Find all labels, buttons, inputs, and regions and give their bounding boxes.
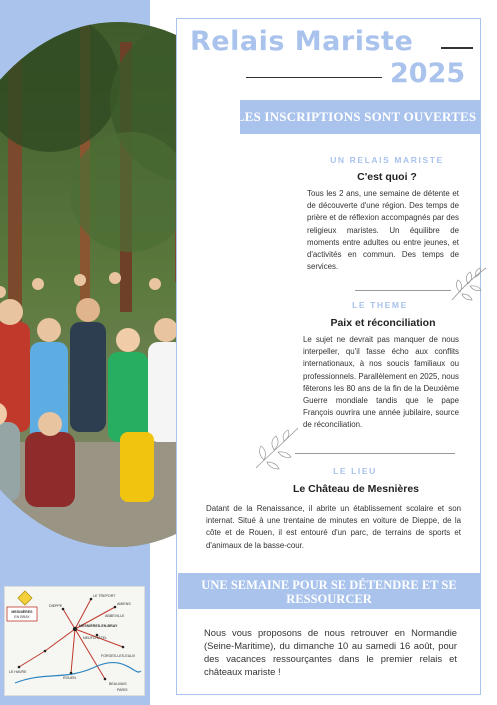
section-heading: Le Château de Mesnières — [292, 483, 420, 495]
map-place: FORGES-LES-EAUX — [101, 654, 136, 658]
section-body: Datant de la Renaissance, il abrite un établissement scolaire et son internat. Situé à une trentaine de minutes en voiture de Dieppe, de la côte et de Rouen, il est entouré d'un parc, de terrains de sports et d'animaux de la basse-cour. — [206, 504, 461, 550]
map-place: AMIENS — [117, 602, 131, 606]
map-place: BEAUVAIS — [109, 682, 127, 686]
section-divider — [295, 453, 455, 454]
map-sign-line1: MESNIÈRES — [11, 610, 33, 614]
map-place: DIEPPE — [49, 604, 63, 608]
section-body: Tous les 2 ans, une semaine de détente et de découverte d'une région. Des temps de prière et de réflexion accompagnés par des religieux maristes. Un équilibre de moments entre adultes ou entre jeunes, et d'activités en commun. Des temps de services. — [307, 189, 459, 272]
map-sign-line2: EN BRAY — [14, 615, 30, 619]
registration-banner-text: LES INSCRIPTIONS SONT OUVERTES ! — [235, 109, 485, 124]
map-place: LE HAVRE — [9, 670, 27, 674]
leaf-ornament-icon — [448, 262, 490, 304]
map-place: ROUEN — [63, 676, 76, 680]
section-divider — [355, 290, 451, 291]
page-title: Relais Mariste — [190, 26, 414, 57]
map-place: LE TREPORT — [93, 594, 116, 598]
map-place: MESNIÈRES-EN-BRAY — [79, 624, 118, 628]
week-banner — [178, 573, 480, 609]
registration-banner — [235, 100, 485, 134]
week-banner-line1: UNE SEMAINE POUR SE DÉTENDRE ET SE — [201, 578, 457, 592]
section-kicker: LE LIEU — [333, 466, 377, 476]
title-rule-right — [441, 47, 473, 49]
map-place: ABBEVILLE — [105, 614, 125, 618]
footer-body: Nous vous proposons de nous retrouver en Normandie (Seine-Maritime), du dimanche 10 au samedi 16 août, pour des vacances ressourçantes dans le premier relais et châteaux mariste ! — [204, 627, 457, 677]
location-map — [4, 586, 145, 696]
section-kicker: LE THEME — [352, 300, 408, 310]
page-title-year: 2025 — [390, 58, 466, 89]
week-banner-line2: RESSOURCER — [286, 592, 372, 606]
map-place: PARIS — [117, 688, 128, 692]
section-kicker: UN RELAIS MARISTE — [330, 155, 444, 165]
section-heading: Paix et réconciliation — [330, 317, 436, 329]
leaf-ornament-icon — [252, 424, 302, 472]
section-heading: C'est quoi ? — [357, 171, 417, 183]
map-place: NEUFCHÂTEL — [83, 636, 107, 640]
title-rule-left — [246, 77, 382, 78]
section-body: Le sujet ne devrait pas manquer de nous interpeller, qu'il fasse écho aux conflits internationaux, à nos soucis familiaux ou professionnels. Parallèlement en 2025, nous fêterons les 80 ans de la fin de la Deuxième Guerre mondiale tandis que le pape François ouvrira une année jubilaire, source de réconciliation. — [303, 335, 459, 430]
